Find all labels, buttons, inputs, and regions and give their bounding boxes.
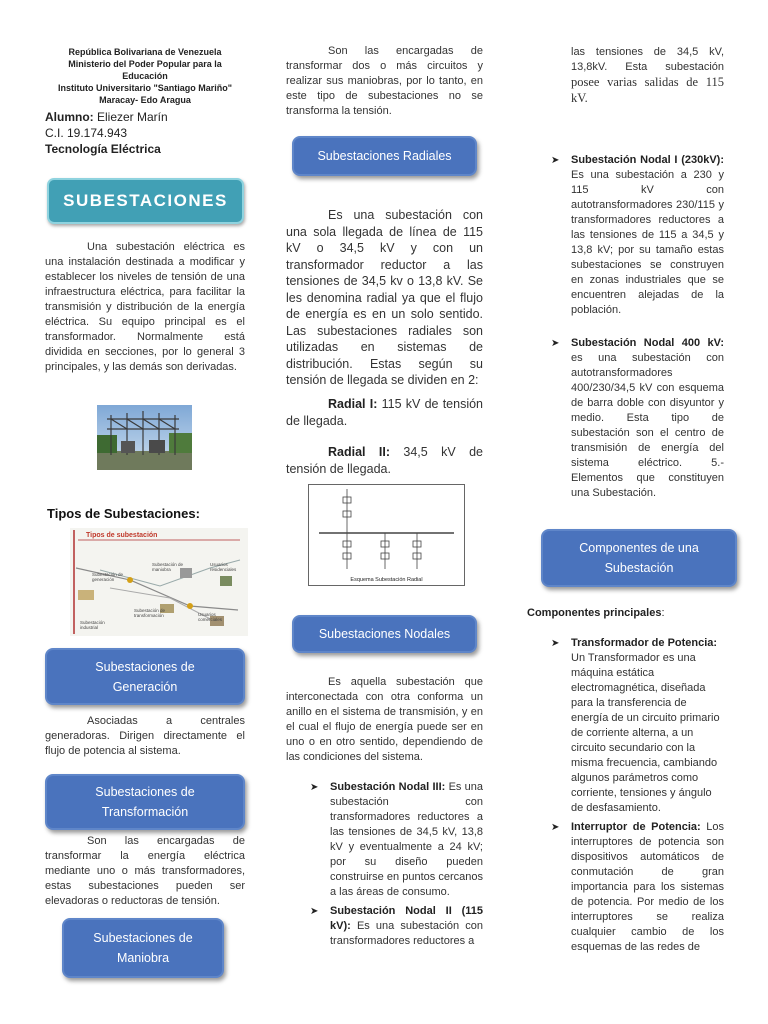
arrow-bullet-icon: ➤ (551, 155, 560, 166)
diagram-label-generacion: Subestación de generación (92, 572, 124, 582)
header-line-3: Instituto Universitario "Santiago Mariño" (57, 83, 233, 93)
radiales-section (286, 207, 483, 389)
arrow-bullet-icon: ➤ (551, 638, 560, 649)
nodal-i-text: Es una subestación a 230 y 115 kV con autotransformadores 230/115 y transformadores reductores a las tensiones de 115 a 34,5 y 13,8 kV; por su tamaño estas subestaciones se construyen en zonas industriales que se encuentren alejadas de la población. (571, 169, 724, 316)
diagram-label-comerciales: Usuarios comerciales (198, 612, 223, 622)
nodales-list (310, 780, 484, 953)
intro-section (45, 240, 245, 375)
student-info (45, 109, 168, 157)
box-radiales (292, 136, 477, 176)
nodal-ii-continued (571, 45, 724, 107)
interruptor-text: Los interruptores de potencia son dispositivos automáticos de conmutación de gran importancia para los sistemas de potencia. Por medio de los interruptores se realiza cualquier cambio de los esquemas de las redes de (571, 821, 724, 953)
nodal-ii-label: Subestación Nodal II (115 kV): (330, 905, 483, 932)
box-nodales (292, 615, 477, 653)
radiales-text: Es una subestación con una sola llegada de línea de 115 kV o 34,5 kV y con un transformador reductor a las tensiones de 34,5 kv o 13,8 kV. Se les denomina radial ya que el flujo de energía es en un solo sentido. Las subestaciones radiales son utilizadas en sistemas de distribución. Estas según su tensión de llegada se dividen en 2: (286, 208, 483, 387)
student-name-label: Alumno: (45, 110, 94, 124)
box-nodales-title: Subestaciones Nodales (318, 627, 451, 641)
substation-photo (97, 405, 192, 470)
header-line-2: Ministerio del Poder Popular para la Educación (68, 59, 222, 81)
nodal-400-item (551, 336, 724, 501)
tipos-diagram (70, 528, 248, 636)
box-maniobra-title: Subestaciones de Maniobra (93, 931, 193, 965)
componentes-principales-label: Componentes principales (527, 607, 662, 619)
diagram-label-residenciales: Usuarios residenciales (210, 562, 237, 572)
maniobra-section (286, 44, 483, 119)
arrow-bullet-icon: ➤ (310, 906, 319, 917)
radial-diagram-graphic (309, 485, 464, 575)
institution-header (45, 46, 245, 106)
radial-1 (286, 396, 483, 429)
main-title-box (47, 178, 244, 224)
tipos-diagram-title: Tipos de subestación (86, 532, 158, 539)
interruptor-item (551, 820, 724, 955)
box-radiales-title: Subestaciones Radiales (317, 149, 452, 163)
radial-2-text: 34,5 kV de tensión de llegada. (286, 445, 483, 476)
box-maniobra (62, 918, 224, 978)
interruptor-label: Interruptor de Potencia: (571, 821, 701, 833)
radial-diagram-caption: Esquema Subestación Radial (350, 577, 423, 583)
generacion-section (45, 714, 245, 759)
student-name: Eliezer Marín (97, 110, 168, 124)
student-ci: C.I. 19.174.943 (45, 126, 128, 140)
header-line-4: Maracay- Edo Aragua (99, 95, 191, 105)
intro-text: Una subestación eléctrica es una instalación destinada a modificar y establecer los niveles de tensión de una infraestructura eléctrica, para facilitar la transmisión y distribución de la energía eléctrica. Su equipo principal es el transformador. Normalmente está dividida en secciones, por lo general 3 principales, y las demás son derivadas. (45, 241, 245, 373)
maniobra-text: Son las encargadas de transformar dos o más circuitos y realizar sus maniobras, por lo tanto, en este tipo de subestaciones no se transforma la tensión. (286, 45, 483, 117)
transformador-item (551, 636, 724, 816)
column-left (45, 0, 245, 1024)
nodal-iii-text: Es una subestación con transformadores reductores a las tensiones de 34,5 kV, 13,8 kV y eventualmente a 24 kV; por su diseño pueden construirse en puntos cercanos a las áreas de consumo. (330, 781, 484, 898)
nodal-400-text: es una subestación con autotransformadores 400/230/34,5 kV con esquema de barra doble con disyuntor y medio. Esta tipo de subestación son el centro de transmisión de energía del sistema eléctrico. 5.- Elementos que constituyen una Subestación. (571, 352, 724, 499)
diagram-label-industrial: Subestación industrial (80, 620, 105, 630)
nodal-i-label: Subestación Nodal I (230kV): (571, 154, 724, 166)
nodal-ii-cont-text (571, 45, 724, 107)
nodal-iii-item (310, 780, 484, 900)
box-generacion-title: Subestaciones de Generación (95, 659, 195, 694)
column-middle (286, 0, 483, 1024)
nodal-400-label: Subestación Nodal 400 kV: (571, 337, 724, 349)
radial-2-label: Radial II: (328, 445, 391, 459)
nodal-i-item (551, 153, 724, 318)
transformador-label: Transformador de Potencia: (571, 637, 718, 649)
componentes-principales (527, 607, 665, 619)
box-componentes-title: Componentes de una Subestación (579, 541, 699, 575)
arrow-bullet-icon: ➤ (551, 822, 560, 833)
box-transformacion (45, 774, 245, 830)
radial-1-text: 115 kV de tensión de llegada. (286, 397, 483, 428)
box-generacion (45, 648, 245, 705)
header-line-1: República Bolivariana de Venezuela (68, 47, 222, 57)
generacion-text: Asociadas a centrales generadoras. Dirigen directamente el flujo de potencia al sistema. (45, 715, 245, 757)
box-componentes (541, 529, 737, 587)
componentes-list (551, 636, 724, 959)
student-subject: Tecnología Eléctrica (45, 142, 161, 156)
nodal-ii-item (310, 904, 483, 949)
transformacion-section (45, 834, 245, 909)
tipos-heading: Tipos de Subestaciones: (47, 506, 200, 521)
nodales-text: Es aquella subestación que interconectada con otra conforma un anillo en el sistema de transmisión, y en el cual el flujo de energía puede ser en uno o en otro sentido, dependiendo de las condiciones del sistema. (286, 676, 483, 763)
radial-2 (286, 444, 483, 477)
column-right (524, 0, 724, 1024)
diagram-label-maniobra: Subestación de maniobra (152, 562, 184, 572)
radial-1-label: Radial I: (328, 397, 378, 411)
transformador-text: Un Transformador es una máquina estática electromagnética, diseñada para la transferencia de energía de un circuito primario de corriente alterna, a un circuito secundario con la misma frecuencia, cambiando algunos parámetros como corriente, tensiones y ángulo de desfasamiento. (571, 652, 720, 814)
nodal-ii-cont-part2: posee varias salidas de 115 kV. (571, 75, 724, 105)
nodal-iii-label: Subestación Nodal III: (330, 781, 446, 793)
arrow-bullet-icon: ➤ (551, 338, 560, 349)
transformacion-text: Son las encargadas de transformar la energía eléctrica mediante uno o más transformadores, estas subestaciones pueden ser elevadoras o reductoras de tensión. (45, 835, 245, 907)
nodales-list-2 (551, 153, 724, 505)
componentes-principales-colon: : (661, 607, 665, 619)
nodales-section (286, 675, 483, 765)
radial-diagram (308, 484, 465, 586)
arrow-bullet-icon: ➤ (310, 782, 319, 793)
diagram-label-transformacion: Subestación de transformación (134, 608, 166, 618)
box-transformacion-title: Subestaciones de Transformación (95, 785, 195, 819)
nodal-ii-text: Es una subestación con transformadores reductores a (330, 920, 483, 947)
main-title: SUBESTACIONES (63, 191, 228, 210)
substation-photo-illustration (97, 405, 192, 470)
nodal-ii-cont-part1: las tensiones de 34,5 kV, 13,8kV. Esta subestación (571, 46, 724, 73)
